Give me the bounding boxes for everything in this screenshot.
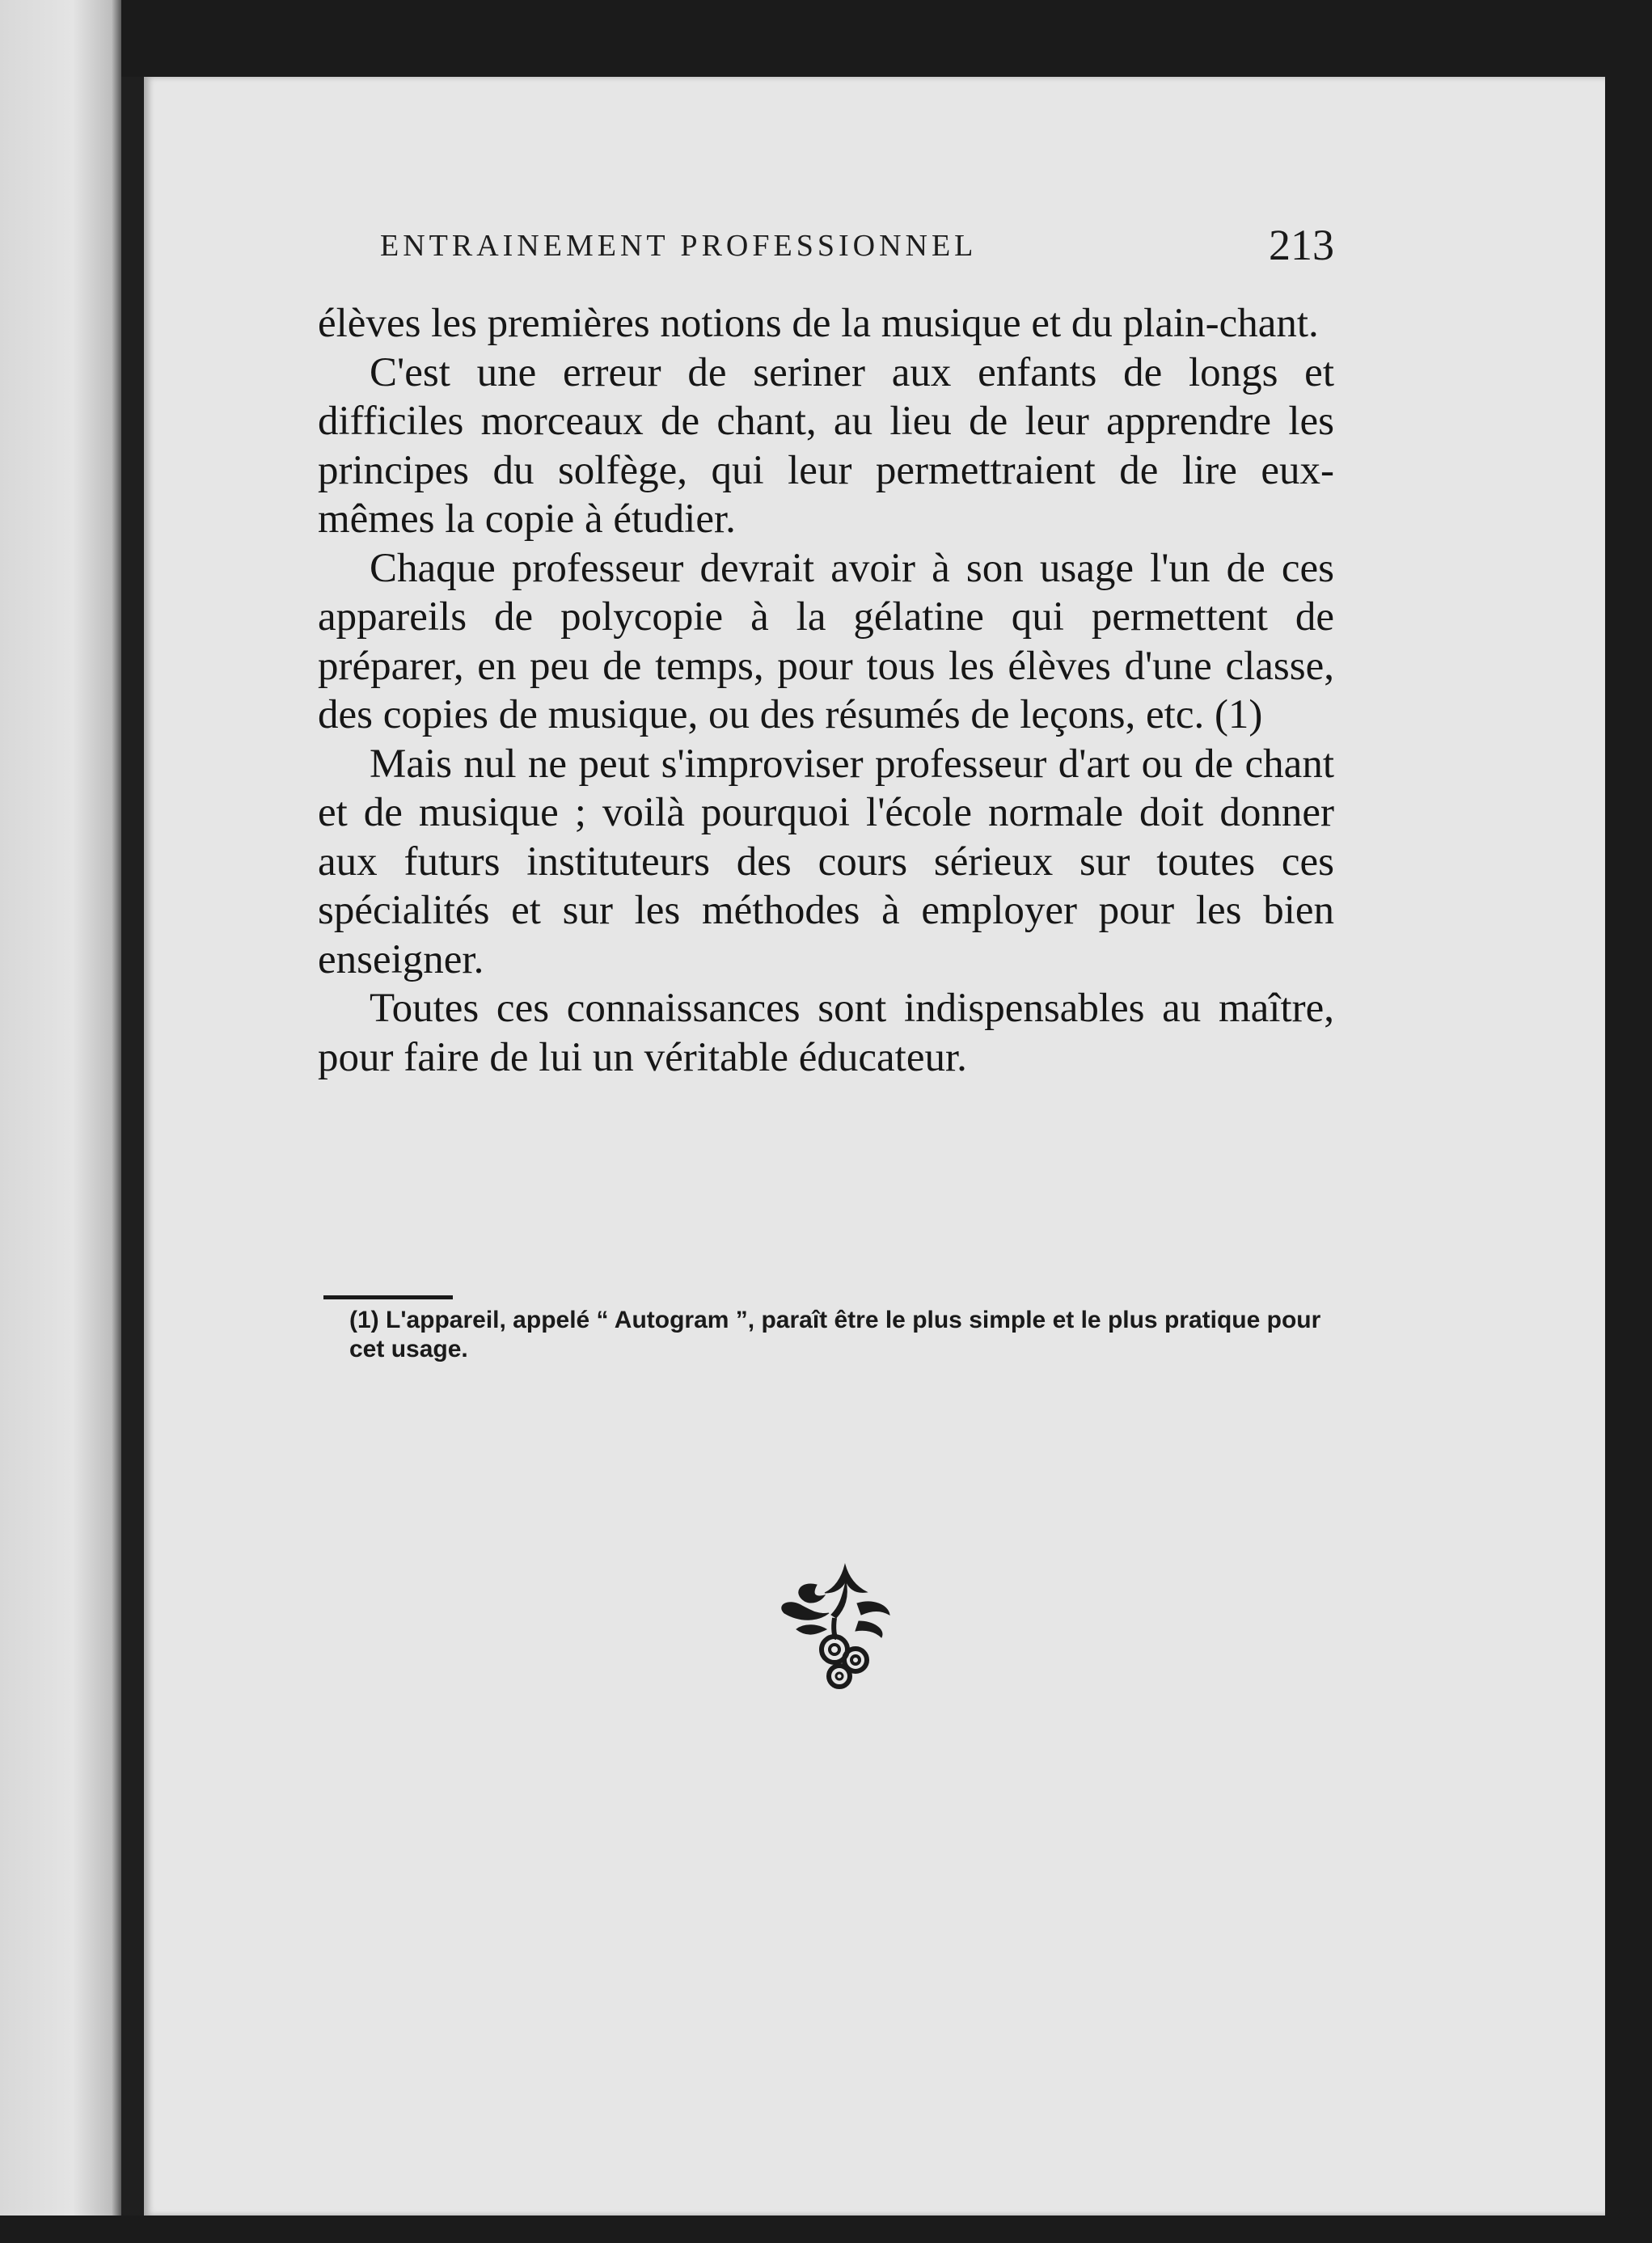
paragraph-continuation: élèves les premières notions de la musique et du plain-chant.	[318, 301, 1319, 346]
scan-right-border	[1605, 0, 1652, 2243]
adjacent-page-edge	[0, 0, 121, 2243]
page-number: 213	[1269, 221, 1334, 269]
footnote-rule	[323, 1295, 453, 1299]
floral-ornament-svg	[768, 1557, 906, 1694]
paragraph: C'est une erreur de seriner aux enfants de longs et difficiles morceaux de chant, au lieu de leur apprendre les principes du solfège, qui leur permettraient de lire eux-mêmes la copie à étudier.	[318, 349, 1334, 542]
floral-ornament-icon	[768, 1557, 906, 1694]
scan-bottom-border	[0, 2216, 1652, 2243]
footnote: (1) L'appareil, appelé “ Autogram ”, paraît être le plus simple et le plus pratique pour cet usage.	[349, 1307, 1321, 1362]
body-text	[318, 299, 1334, 1082]
paragraph: Toutes ces connaissances sont indispensables au maître, pour faire de lui un véritable éducateur.	[318, 986, 1334, 1080]
running-title: ENTRAINEMENT PROFESSIONNEL	[380, 229, 978, 263]
page-header	[380, 220, 1334, 285]
scan-top-border	[0, 0, 1652, 77]
paragraph: Chaque professeur devrait avoir à son usage l'un de ces appareils de polycopie à la gélatine qui permettent de préparer, en peu de temps, pour tous les élèves d'une classe, des copies de musique, ou des résumés de leçons, etc. (1)	[318, 545, 1334, 737]
paragraph: Mais nul ne peut s'improviser professeur d'art ou de chant et de musique ; voilà pourquoi l'école normale doit donner aux futurs instituteurs des cours sérieux sur toutes ces spécialités et sur les méthodes à employer pour les bien enseigner.	[318, 741, 1334, 982]
